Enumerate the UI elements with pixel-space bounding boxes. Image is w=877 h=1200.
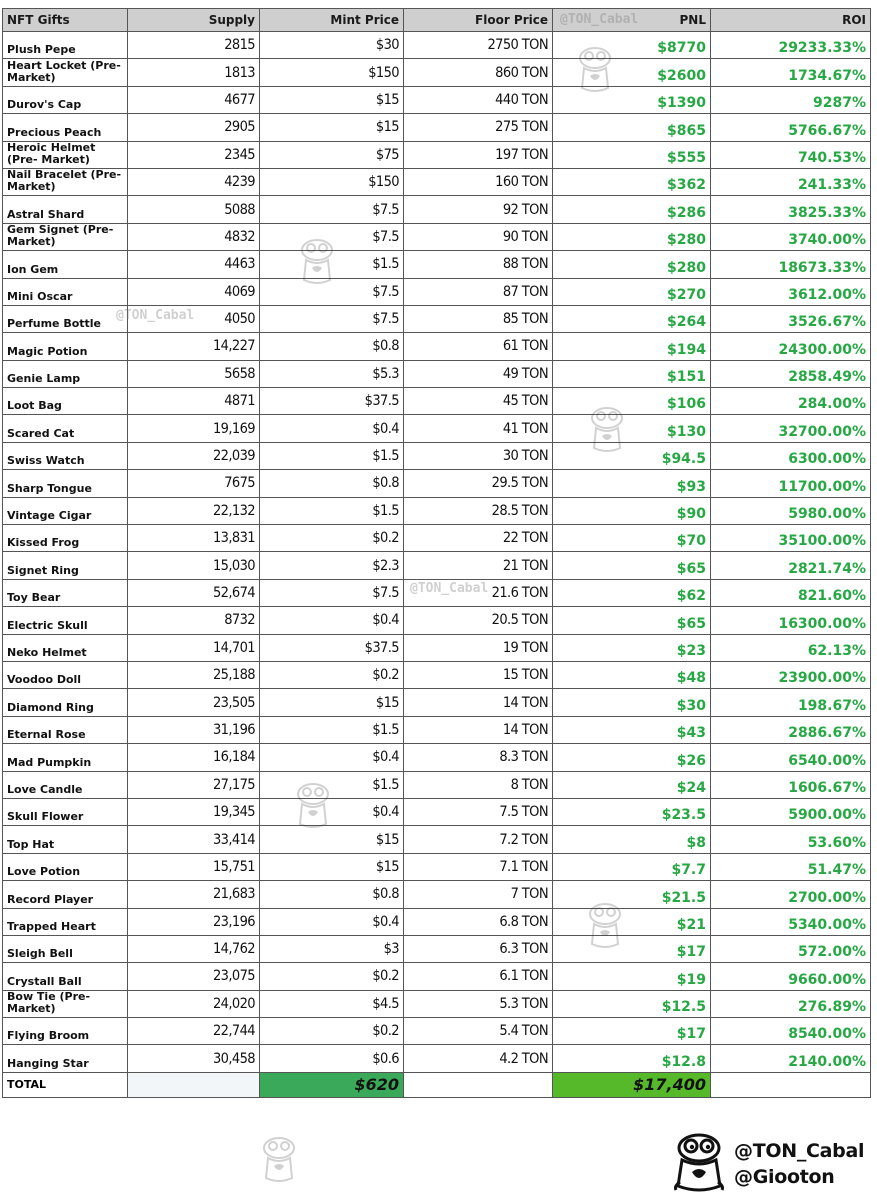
- pnl-cell: $12.5: [553, 990, 711, 1017]
- floor-price-cell: 6.8 TON: [404, 908, 553, 935]
- header-mint-price: Mint Price: [260, 9, 404, 32]
- pepe-frog-icon: [668, 1132, 730, 1194]
- mint-price-cell: $15: [260, 114, 404, 141]
- table-row: [3, 360, 871, 387]
- gift-name-cell: Flying Broom: [3, 1018, 128, 1045]
- floor-price-cell: 14 TON: [404, 716, 553, 743]
- watermark-text: @TON_Cabal: [116, 308, 195, 323]
- gift-name-cell: Sharp Tongue: [3, 470, 128, 497]
- supply-cell: 21,683: [128, 881, 260, 908]
- total-row: [3, 1072, 871, 1097]
- supply-cell: 19,169: [128, 415, 260, 442]
- supply-cell: 14,227: [128, 333, 260, 360]
- supply-cell: 30,458: [128, 1045, 260, 1072]
- mint-price-cell: $15: [260, 826, 404, 853]
- floor-price-cell: 160 TON: [404, 168, 553, 195]
- table-row: [3, 525, 871, 552]
- roi-cell: 23900.00%: [711, 661, 871, 688]
- gift-name-cell: Diamond Ring: [3, 689, 128, 716]
- supply-cell: 13,831: [128, 525, 260, 552]
- table-row: [3, 908, 871, 935]
- table-row: [3, 196, 871, 223]
- gift-name-cell: Love Candle: [3, 771, 128, 798]
- total-label: TOTAL: [3, 1072, 128, 1097]
- supply-cell: 52,674: [128, 579, 260, 606]
- pnl-cell: $30: [553, 689, 711, 716]
- floor-price-cell: 5.4 TON: [404, 1018, 553, 1045]
- roi-cell: 5980.00%: [711, 497, 871, 524]
- pnl-cell: $280: [553, 251, 711, 278]
- brand-signature: [668, 1130, 873, 1196]
- table-row: [3, 305, 871, 332]
- mint-price-cell: $0.4: [260, 908, 404, 935]
- brand-handle-giooton: @Giooton: [734, 1166, 835, 1188]
- pnl-cell: $23.5: [553, 798, 711, 825]
- pnl-cell: $17: [553, 935, 711, 962]
- gift-name-cell: Vintage Cigar: [3, 497, 128, 524]
- mint-price-cell: $37.5: [260, 634, 404, 661]
- gift-name-cell: Toy Bear: [3, 579, 128, 606]
- table-row: [3, 798, 871, 825]
- mint-price-cell: $1.5: [260, 497, 404, 524]
- supply-cell: 23,196: [128, 908, 260, 935]
- roi-cell: 2140.00%: [711, 1045, 871, 1072]
- roi-cell: 24300.00%: [711, 333, 871, 360]
- roi-cell: 8540.00%: [711, 1018, 871, 1045]
- roi-cell: 62.13%: [711, 634, 871, 661]
- pnl-cell: $90: [553, 497, 711, 524]
- mint-price-cell: $5.3: [260, 360, 404, 387]
- mint-price-cell: $7.5: [260, 579, 404, 606]
- header-roi: ROI: [711, 9, 871, 32]
- mint-price-cell: $0.4: [260, 744, 404, 771]
- pnl-cell: $65: [553, 607, 711, 634]
- floor-price-cell: 5.3 TON: [404, 990, 553, 1017]
- mint-price-cell: $7.5: [260, 278, 404, 305]
- roi-cell: 5766.67%: [711, 114, 871, 141]
- supply-cell: 25,188: [128, 661, 260, 688]
- supply-cell: 23,505: [128, 689, 260, 716]
- floor-price-cell: 30 TON: [404, 442, 553, 469]
- gift-name-cell: Ion Gem: [3, 251, 128, 278]
- floor-price-cell: 8 TON: [404, 771, 553, 798]
- roi-cell: 5340.00%: [711, 908, 871, 935]
- header-floor-price: Floor Price: [404, 9, 553, 32]
- pnl-cell: $264: [553, 305, 711, 332]
- pnl-cell: $21.5: [553, 881, 711, 908]
- pnl-cell: $106: [553, 388, 711, 415]
- mint-price-cell: $150: [260, 59, 404, 86]
- supply-cell: 31,196: [128, 716, 260, 743]
- mint-price-cell: $0.8: [260, 881, 404, 908]
- mint-price-cell: $1.5: [260, 716, 404, 743]
- pnl-cell: $280: [553, 223, 711, 250]
- table-row: [3, 716, 871, 743]
- table-row: [3, 689, 871, 716]
- floor-price-cell: 7 TON: [404, 881, 553, 908]
- supply-cell: 2905: [128, 114, 260, 141]
- pnl-cell: $65: [553, 552, 711, 579]
- roi-cell: 276.89%: [711, 990, 871, 1017]
- total-mint-price: $620: [260, 1072, 404, 1097]
- gift-name-cell: Love Potion: [3, 853, 128, 880]
- table-row: [3, 935, 871, 962]
- table-row: [3, 1018, 871, 1045]
- floor-price-cell: 85 TON: [404, 305, 553, 332]
- pepe-watermark-icon: [256, 1134, 302, 1190]
- table-row: [3, 278, 871, 305]
- roi-cell: 2886.67%: [711, 716, 871, 743]
- total-roi-cell: [711, 1072, 871, 1097]
- supply-cell: 2345: [128, 141, 260, 168]
- roi-cell: 11700.00%: [711, 470, 871, 497]
- gift-name-cell: Astral Shard: [3, 196, 128, 223]
- gift-name-cell: Bow Tie (Pre- Market): [3, 990, 128, 1017]
- pnl-cell: $19: [553, 963, 711, 990]
- supply-cell: 27,175: [128, 771, 260, 798]
- pnl-cell: $23: [553, 634, 711, 661]
- table-row: [3, 59, 871, 86]
- floor-price-cell: 7.2 TON: [404, 826, 553, 853]
- floor-price-cell: 21.6 TON: [404, 579, 553, 606]
- gift-name-cell: Hanging Star: [3, 1045, 128, 1072]
- mint-price-cell: $0.4: [260, 415, 404, 442]
- pnl-cell: $130: [553, 415, 711, 442]
- floor-price-cell: 21 TON: [404, 552, 553, 579]
- table-row: [3, 881, 871, 908]
- watermark-text: @TON_Cabal: [410, 581, 489, 596]
- table-body: [3, 32, 871, 1073]
- roi-cell: 3526.67%: [711, 305, 871, 332]
- floor-price-cell: 6.1 TON: [404, 963, 553, 990]
- gift-name-cell: Loot Bag: [3, 388, 128, 415]
- mint-price-cell: $2.3: [260, 552, 404, 579]
- roi-cell: 32700.00%: [711, 415, 871, 442]
- gift-name-cell: Heroic Helmet (Pre- Market): [3, 141, 128, 168]
- mint-price-cell: $0.8: [260, 470, 404, 497]
- floor-price-cell: 87 TON: [404, 278, 553, 305]
- table-row: [3, 497, 871, 524]
- table-row: [3, 470, 871, 497]
- table-row: [3, 744, 871, 771]
- mint-price-cell: $0.6: [260, 1045, 404, 1072]
- mint-price-cell: $37.5: [260, 388, 404, 415]
- pnl-cell: $7.7: [553, 853, 711, 880]
- floor-price-cell: 7.5 TON: [404, 798, 553, 825]
- pnl-cell: $17: [553, 1018, 711, 1045]
- gift-name-cell: Kissed Frog: [3, 525, 128, 552]
- pnl-cell: $8770: [553, 32, 711, 59]
- pnl-cell: $26: [553, 744, 711, 771]
- floor-price-cell: 2750 TON: [404, 32, 553, 59]
- gift-name-cell: Skull Flower: [3, 798, 128, 825]
- floor-price-cell: 41 TON: [404, 415, 553, 442]
- gift-name-cell: Scared Cat: [3, 415, 128, 442]
- roi-cell: 3612.00%: [711, 278, 871, 305]
- supply-cell: 14,762: [128, 935, 260, 962]
- roi-cell: 18673.33%: [711, 251, 871, 278]
- table-row: [3, 771, 871, 798]
- table-row: [3, 168, 871, 195]
- gift-name-cell: Trapped Heart: [3, 908, 128, 935]
- supply-cell: 14,701: [128, 634, 260, 661]
- roi-cell: 1606.67%: [711, 771, 871, 798]
- total-floor-cell: [404, 1072, 553, 1097]
- mint-price-cell: $7.5: [260, 305, 404, 332]
- mint-price-cell: $0.4: [260, 607, 404, 634]
- floor-price-cell: 49 TON: [404, 360, 553, 387]
- supply-cell: 22,039: [128, 442, 260, 469]
- roi-cell: 53.60%: [711, 826, 871, 853]
- mint-price-cell: $1.5: [260, 251, 404, 278]
- table-row: [3, 415, 871, 442]
- gift-name-cell: Genie Lamp: [3, 360, 128, 387]
- roi-cell: 241.33%: [711, 168, 871, 195]
- table-row: [3, 607, 871, 634]
- supply-cell: 4463: [128, 251, 260, 278]
- floor-price-cell: 90 TON: [404, 223, 553, 250]
- roi-cell: 9287%: [711, 86, 871, 113]
- supply-cell: 2815: [128, 32, 260, 59]
- table-row: [3, 86, 871, 113]
- roi-cell: 821.60%: [711, 579, 871, 606]
- table-row: [3, 963, 871, 990]
- header-supply: Supply: [128, 9, 260, 32]
- floor-price-cell: 20.5 TON: [404, 607, 553, 634]
- mint-price-cell: $0.2: [260, 1018, 404, 1045]
- supply-cell: 23,075: [128, 963, 260, 990]
- mint-price-cell: $30: [260, 32, 404, 59]
- mint-price-cell: $7.5: [260, 223, 404, 250]
- mint-price-cell: $1.5: [260, 442, 404, 469]
- supply-cell: 19,345: [128, 798, 260, 825]
- roi-cell: 2700.00%: [711, 881, 871, 908]
- supply-cell: 7675: [128, 470, 260, 497]
- roi-cell: 284.00%: [711, 388, 871, 415]
- mint-price-cell: $0.2: [260, 525, 404, 552]
- floor-price-cell: 88 TON: [404, 251, 553, 278]
- gift-name-cell: Precious Peach: [3, 114, 128, 141]
- floor-price-cell: 7.1 TON: [404, 853, 553, 880]
- mint-price-cell: $15: [260, 853, 404, 880]
- table-row: [3, 853, 871, 880]
- floor-price-cell: 275 TON: [404, 114, 553, 141]
- supply-cell: 15,751: [128, 853, 260, 880]
- mint-price-cell: $15: [260, 86, 404, 113]
- mint-price-cell: $0.2: [260, 963, 404, 990]
- pnl-cell: $362: [553, 168, 711, 195]
- pnl-cell: $194: [553, 333, 711, 360]
- pnl-cell: $8: [553, 826, 711, 853]
- floor-price-cell: 22 TON: [404, 525, 553, 552]
- roi-cell: 1734.67%: [711, 59, 871, 86]
- mint-price-cell: $7.5: [260, 196, 404, 223]
- floor-price-cell: 8.3 TON: [404, 744, 553, 771]
- roi-cell: 3825.33%: [711, 196, 871, 223]
- floor-price-cell: 4.2 TON: [404, 1045, 553, 1072]
- header-nft-gifts: NFT Gifts: [3, 9, 128, 32]
- gift-name-cell: Neko Helmet: [3, 634, 128, 661]
- floor-price-cell: 15 TON: [404, 661, 553, 688]
- supply-cell: 8732: [128, 607, 260, 634]
- table-row: [3, 388, 871, 415]
- gift-name-cell: Crystall Ball: [3, 963, 128, 990]
- roi-cell: 16300.00%: [711, 607, 871, 634]
- roi-cell: 572.00%: [711, 935, 871, 962]
- table-row: [3, 579, 871, 606]
- nft-gifts-table: [2, 8, 871, 1098]
- header-pnl: PNL: [553, 9, 711, 32]
- supply-cell: 4832: [128, 223, 260, 250]
- pnl-cell: $1390: [553, 86, 711, 113]
- floor-price-cell: 29.5 TON: [404, 470, 553, 497]
- table-row: [3, 826, 871, 853]
- brand-handle-ton-cabal: @TON_Cabal: [734, 1140, 865, 1162]
- supply-cell: 1813: [128, 59, 260, 86]
- supply-cell: 5658: [128, 360, 260, 387]
- roi-cell: 35100.00%: [711, 525, 871, 552]
- roi-cell: 2858.49%: [711, 360, 871, 387]
- floor-price-cell: 440 TON: [404, 86, 553, 113]
- roi-cell: 6540.00%: [711, 744, 871, 771]
- supply-cell: 4069: [128, 278, 260, 305]
- mint-price-cell: $150: [260, 168, 404, 195]
- mint-price-cell: $1.5: [260, 771, 404, 798]
- gift-name-cell: Magic Potion: [3, 333, 128, 360]
- roi-cell: 6300.00%: [711, 442, 871, 469]
- gift-name-cell: Eternal Rose: [3, 716, 128, 743]
- table-row: [3, 141, 871, 168]
- pnl-cell: $24: [553, 771, 711, 798]
- total-pnl: $17,400: [553, 1072, 711, 1097]
- table-row: [3, 1045, 871, 1072]
- gift-name-cell: Top Hat: [3, 826, 128, 853]
- watermark-text: @TON_Cabal: [560, 12, 639, 27]
- pnl-cell: $2600: [553, 59, 711, 86]
- roi-cell: 9660.00%: [711, 963, 871, 990]
- supply-cell: 4050: [128, 305, 260, 332]
- floor-price-cell: 28.5 TON: [404, 497, 553, 524]
- table-row: [3, 442, 871, 469]
- supply-cell: 24,020: [128, 990, 260, 1017]
- pnl-cell: $865: [553, 114, 711, 141]
- pnl-cell: $62: [553, 579, 711, 606]
- pnl-cell: $43: [553, 716, 711, 743]
- table-row: [3, 634, 871, 661]
- floor-price-cell: 14 TON: [404, 689, 553, 716]
- gift-name-cell: Heart Locket (Pre- Market): [3, 59, 128, 86]
- total-supply-cell: [128, 1072, 260, 1097]
- gift-name-cell: Swiss Watch: [3, 442, 128, 469]
- table-row: [3, 661, 871, 688]
- mint-price-cell: $75: [260, 141, 404, 168]
- supply-cell: 22,132: [128, 497, 260, 524]
- mint-price-cell: $15: [260, 689, 404, 716]
- table-row: [3, 251, 871, 278]
- table-row: [3, 990, 871, 1017]
- roi-cell: 51.47%: [711, 853, 871, 880]
- gift-name-cell: Gem Signet (Pre- Market): [3, 223, 128, 250]
- roi-cell: 3740.00%: [711, 223, 871, 250]
- pnl-cell: $94.5: [553, 442, 711, 469]
- gift-name-cell: Durov's Cap: [3, 86, 128, 113]
- roi-cell: 740.53%: [711, 141, 871, 168]
- gift-name-cell: Sleigh Bell: [3, 935, 128, 962]
- mint-price-cell: $4.5: [260, 990, 404, 1017]
- gift-name-cell: Record Player: [3, 881, 128, 908]
- gift-name-cell: Nail Bracelet (Pre- Market): [3, 168, 128, 195]
- mint-price-cell: $0.8: [260, 333, 404, 360]
- floor-price-cell: 45 TON: [404, 388, 553, 415]
- floor-price-cell: 6.3 TON: [404, 935, 553, 962]
- mint-price-cell: $0.2: [260, 661, 404, 688]
- supply-cell: 15,030: [128, 552, 260, 579]
- floor-price-cell: 61 TON: [404, 333, 553, 360]
- mint-price-cell: $3: [260, 935, 404, 962]
- pnl-cell: $93: [553, 470, 711, 497]
- supply-cell: 4871: [128, 388, 260, 415]
- supply-cell: 16,184: [128, 744, 260, 771]
- pnl-cell: $70: [553, 525, 711, 552]
- pnl-cell: $21: [553, 908, 711, 935]
- supply-cell: 5088: [128, 196, 260, 223]
- supply-cell: 33,414: [128, 826, 260, 853]
- roi-cell: 198.67%: [711, 689, 871, 716]
- supply-cell: 22,744: [128, 1018, 260, 1045]
- supply-cell: 4239: [128, 168, 260, 195]
- pnl-cell: $151: [553, 360, 711, 387]
- pnl-cell: $12.8: [553, 1045, 711, 1072]
- floor-price-cell: 19 TON: [404, 634, 553, 661]
- table-row: [3, 223, 871, 250]
- gift-name-cell: Plush Pepe: [3, 32, 128, 59]
- pnl-cell: $270: [553, 278, 711, 305]
- pnl-cell: $286: [553, 196, 711, 223]
- gift-name-cell: Electric Skull: [3, 607, 128, 634]
- gift-name-cell: Mini Oscar: [3, 278, 128, 305]
- floor-price-cell: 92 TON: [404, 196, 553, 223]
- gift-name-cell: Mad Pumpkin: [3, 744, 128, 771]
- floor-price-cell: 860 TON: [404, 59, 553, 86]
- pnl-cell: $48: [553, 661, 711, 688]
- floor-price-cell: 197 TON: [404, 141, 553, 168]
- pnl-cell: $555: [553, 141, 711, 168]
- gift-name-cell: Perfume Bottle: [3, 305, 128, 332]
- table-row: [3, 552, 871, 579]
- table-row: [3, 32, 871, 59]
- roi-cell: 2821.74%: [711, 552, 871, 579]
- roi-cell: 29233.33%: [711, 32, 871, 59]
- mint-price-cell: $0.4: [260, 798, 404, 825]
- header-row: [3, 9, 871, 32]
- roi-cell: 5900.00%: [711, 798, 871, 825]
- gift-name-cell: Voodoo Doll: [3, 661, 128, 688]
- table-row: [3, 114, 871, 141]
- table-row: [3, 333, 871, 360]
- gift-name-cell: Signet Ring: [3, 552, 128, 579]
- supply-cell: 4677: [128, 86, 260, 113]
